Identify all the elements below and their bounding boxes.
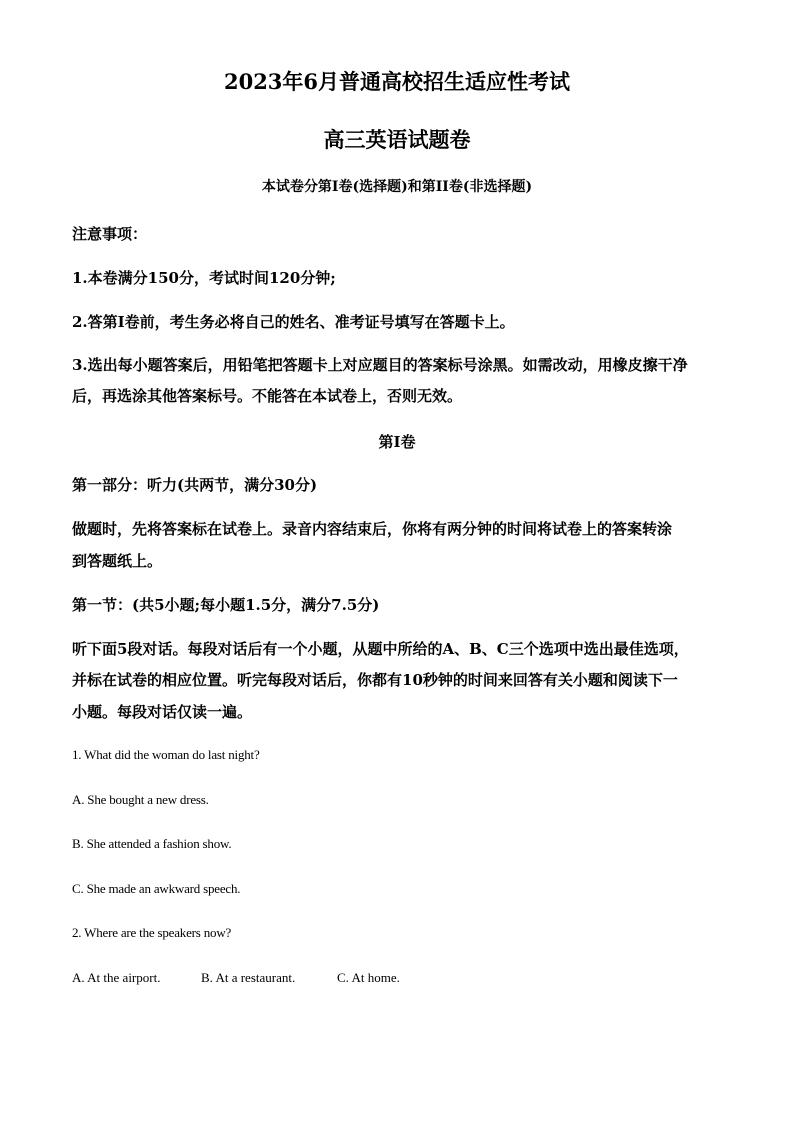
section1-instructions-line-1: 听下面5段对话。每段对话后有一个小题，从题中所给的A、B、C三个选项中选出最佳选项， [72, 640, 689, 658]
section1-instructions-line-3: 小题。每段对话仅读一遍。 [72, 703, 253, 721]
note-item-1: 1.本卷满分150分，考试时间120分钟; [72, 269, 336, 287]
question-1-option-c: C. She made an awkward speech. [72, 881, 241, 896]
exam-subtitle: 高三英语试题卷 [323, 127, 471, 152]
note-item-3-line-2: 后，再选涂其他答案标号。不能答在本试卷上，否则无效。 [72, 387, 463, 405]
question-1-option-b: B. She attended a fashion show. [72, 836, 232, 851]
note-item-3-line-1: 3.选出每小题答案后，用铅笔把答题卡上对应题目的答案标号涂黑。如需改动，用橡皮擦干净 [72, 356, 688, 374]
paper-composition: 本试卷分第I卷(选择题)和第II卷(非选择题) [261, 179, 533, 195]
part1-heading: 第一部分：听力(共两节，满分30分) [72, 476, 318, 494]
section1-instructions-line-2: 并标在试卷的相应位置。听完每段对话后，你都有10秒钟的时间来回答有关小题和阅读下一 [72, 671, 678, 689]
notes-heading: 注意事项： [72, 225, 148, 243]
question-2-option-b: B. At a restaurant. [201, 970, 296, 985]
part1-instructions-line-1: 做题时，先将答案标在试卷上。录音内容结束后，你将有两分钟的时间将试卷上的答案转涂 [72, 520, 673, 538]
question-2-option-a: A. At the airport. [72, 970, 161, 985]
question-2-stem: 2. Where are the speakers now? [72, 925, 232, 940]
question-1-option-a: A. She bought a new dress. [72, 792, 209, 807]
question-2-option-c: C. At home. [337, 970, 400, 985]
question-1-stem: 1. What did the woman do last night? [72, 747, 260, 762]
section1-heading: 第一节：(共5小题;每小题1.5分，满分7.5分) [72, 596, 380, 614]
volume-heading: 第I卷 [378, 433, 416, 451]
exam-title: 2023年6月普通高校招生适应性考试 [223, 69, 571, 94]
note-item-2: 2.答第I卷前，考生务必将自己的姓名、准考证号填写在答题卡上。 [72, 313, 515, 331]
part1-instructions-line-2: 到答题纸上。 [72, 552, 163, 570]
